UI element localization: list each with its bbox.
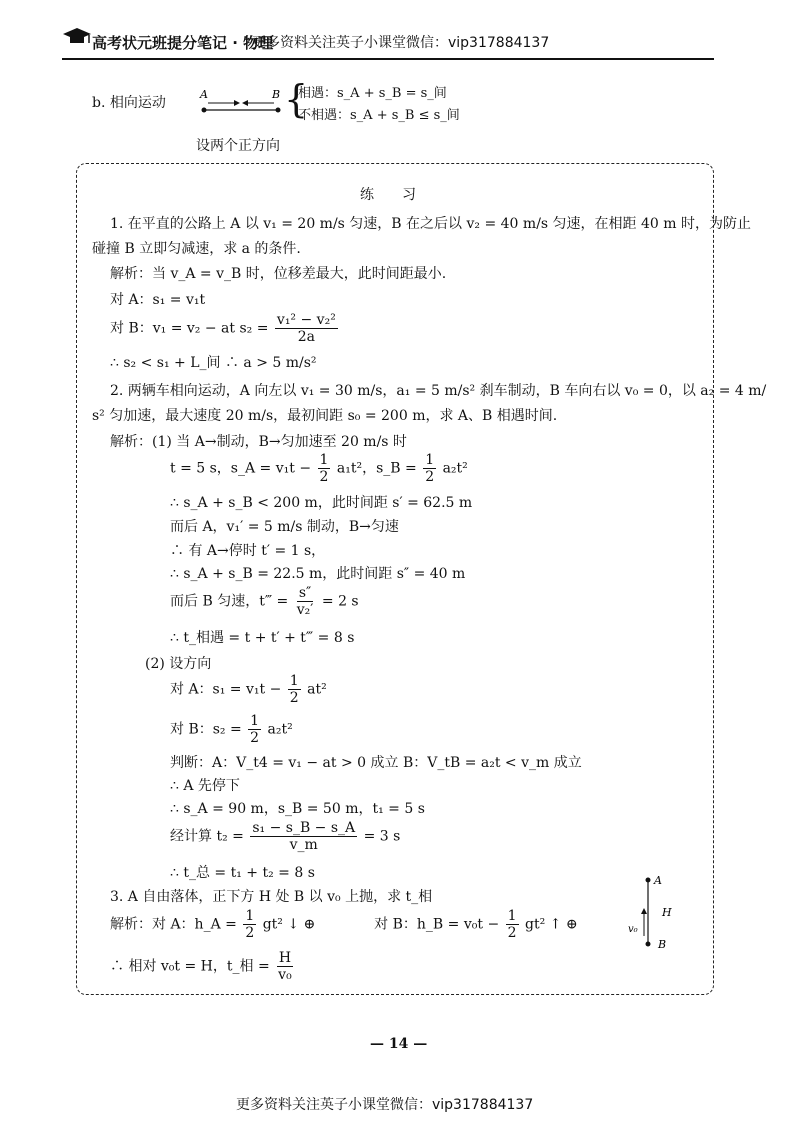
q1-text-line2: 碰撞 B 立即匀减速，求 a 的条件. (92, 241, 301, 257)
q1-solution-line1: 解析：当 v_A = v_B 时，位移差最大，此时间距最小. (110, 266, 447, 282)
q2-solution-line10: 对 A：s₁ = v₁t − $\frac{1}{2}$ at² (170, 673, 327, 707)
q3-solution-line2: ∴ 相对 v₀t = H，t_相 = $\frac{H}{\text{v₀}}$ (110, 950, 292, 984)
q1-solution-line4: ∴ s₂ < s₁ + L_间 ∴ a > 5 m/s² (110, 355, 317, 371)
q2-solution-line2: t = 5 s，s_A = v₁t − $\frac{1}{2}$ a₁t²，s_B = $\frac{1}{2}$ a₂t² (170, 452, 468, 486)
exercise-title: 练习 (360, 187, 444, 203)
intro-label: b. 相向运动 (92, 95, 166, 111)
q2-solution-line12: 判断：A：V_t4 = v₁ − at > 0 成立 B：V_tB = a₂t < v_m 成立 (170, 755, 582, 771)
q2-solution-line5: ∴ 有 A→停时 t′ = 1 s， (170, 543, 326, 559)
q2-text-line1: 2. 两辆车相向运动，A 向左以 v₁ = 30 m/s，a₁ = 5 m/s² 刹车制动，B 车向右以 v₀ = 0，以 a₂ = 4 m/ (110, 383, 767, 399)
opposing-motion-diagram (196, 86, 291, 126)
header-rule (62, 58, 714, 60)
q2-text-line2: s² 匀加速，最大速度 20 m/s，最初间距 s₀ = 200 m，求 A、B 相遇时间. (92, 408, 558, 424)
q2-solution-line3: ∴ s_A + s_B < 200 m，此时间距 s′ = 62.5 m (170, 495, 473, 511)
q2-solution-line7: 而后 B 匀速，t‴ = $\frac{s''}{\text{v₂′}}$ = 2 s (170, 585, 359, 619)
q2-solution-line1: 解析：(1) 当 A→制动，B→匀加速至 20 m/s 时 (110, 434, 407, 450)
figure-v0-label: v₀ (628, 924, 638, 935)
free-fall-figure (626, 868, 686, 958)
q1-text-line1: 1. 在平直的公路上 A 以 v₁ = 20 m/s 匀速，B 在之后以 v₂ = 40 m/s 匀速，在相距 40 m 时，为防止 (110, 216, 751, 232)
q1-solution-line2: 对 A：s₁ = v₁t (110, 292, 206, 308)
direction-note: 设两个正方向 (196, 138, 280, 154)
figure-h-label: H (662, 906, 672, 919)
figure-a-label: A (654, 874, 662, 887)
header-watermark: 更多资料关注英子小课堂微信：vip317884137 (252, 35, 550, 51)
q2-solution-line15: 经计算 t₂ = $\frac{\text{s₁ − s\_B − s\_A}}{v\_m}$ = 3 s (170, 820, 401, 854)
q1-solution-line3: 对 B：v₁ = v₂ − at s₂ = $\frac{\text{v₁² − v₂²}}{2a}$ (110, 312, 336, 346)
q2-solution-line14: ∴ s_A = 90 m，s_B = 50 m，t₁ = 5 s (170, 801, 425, 817)
figure-b-label: B (658, 938, 667, 951)
q2-solution-line11: 对 B：s₂ = $\frac{1}{2}$ a₂t² (170, 713, 293, 747)
point-b-label: B (272, 88, 281, 101)
q2-solution-line9: (2) 设方向 (145, 656, 212, 672)
point-a-label: A (200, 88, 208, 101)
q2-solution-line13: ∴ A 先停下 (170, 778, 240, 794)
q2-solution-line16: ∴ t_总 = t₁ + t₂ = 8 s (170, 865, 315, 881)
brace: { (284, 77, 309, 121)
q2-solution-line8: ∴ t_相遇 = t + t′ + t‴ = 8 s (170, 630, 355, 646)
q2-solution-line6: ∴ s_A + s_B = 22.5 m，此时间距 s″ = 40 m (170, 566, 466, 582)
graduation-cap-icon (62, 26, 92, 48)
q3-solution-line1: 解析：对 A：h_A = $\frac{1}{2}$ gt² ↓ ⊕ 对 B：h_B = v₀t − $\frac{1}{2}$ gt² ↑ ⊕ (110, 908, 578, 942)
meet-condition: 相遇：s_A + s_B = s_间 (298, 86, 447, 101)
q3-text-line1: 3. A 自由落体，正下方 H 处 B 以 v₀ 上抛，求 t_相 (110, 889, 433, 905)
book-title: 高考状元班提分笔记 · 物理 (92, 34, 274, 52)
page-number: — 14 — (370, 1036, 428, 1052)
footer-watermark: 更多资料关注英子小课堂微信：vip317884137 (236, 1097, 534, 1113)
not-meet-condition: 不相遇：s_A + s_B ≤ s_间 (298, 108, 460, 123)
q2-solution-line4: 而后 A，v₁′ = 5 m/s 制动，B→匀速 (170, 519, 399, 535)
